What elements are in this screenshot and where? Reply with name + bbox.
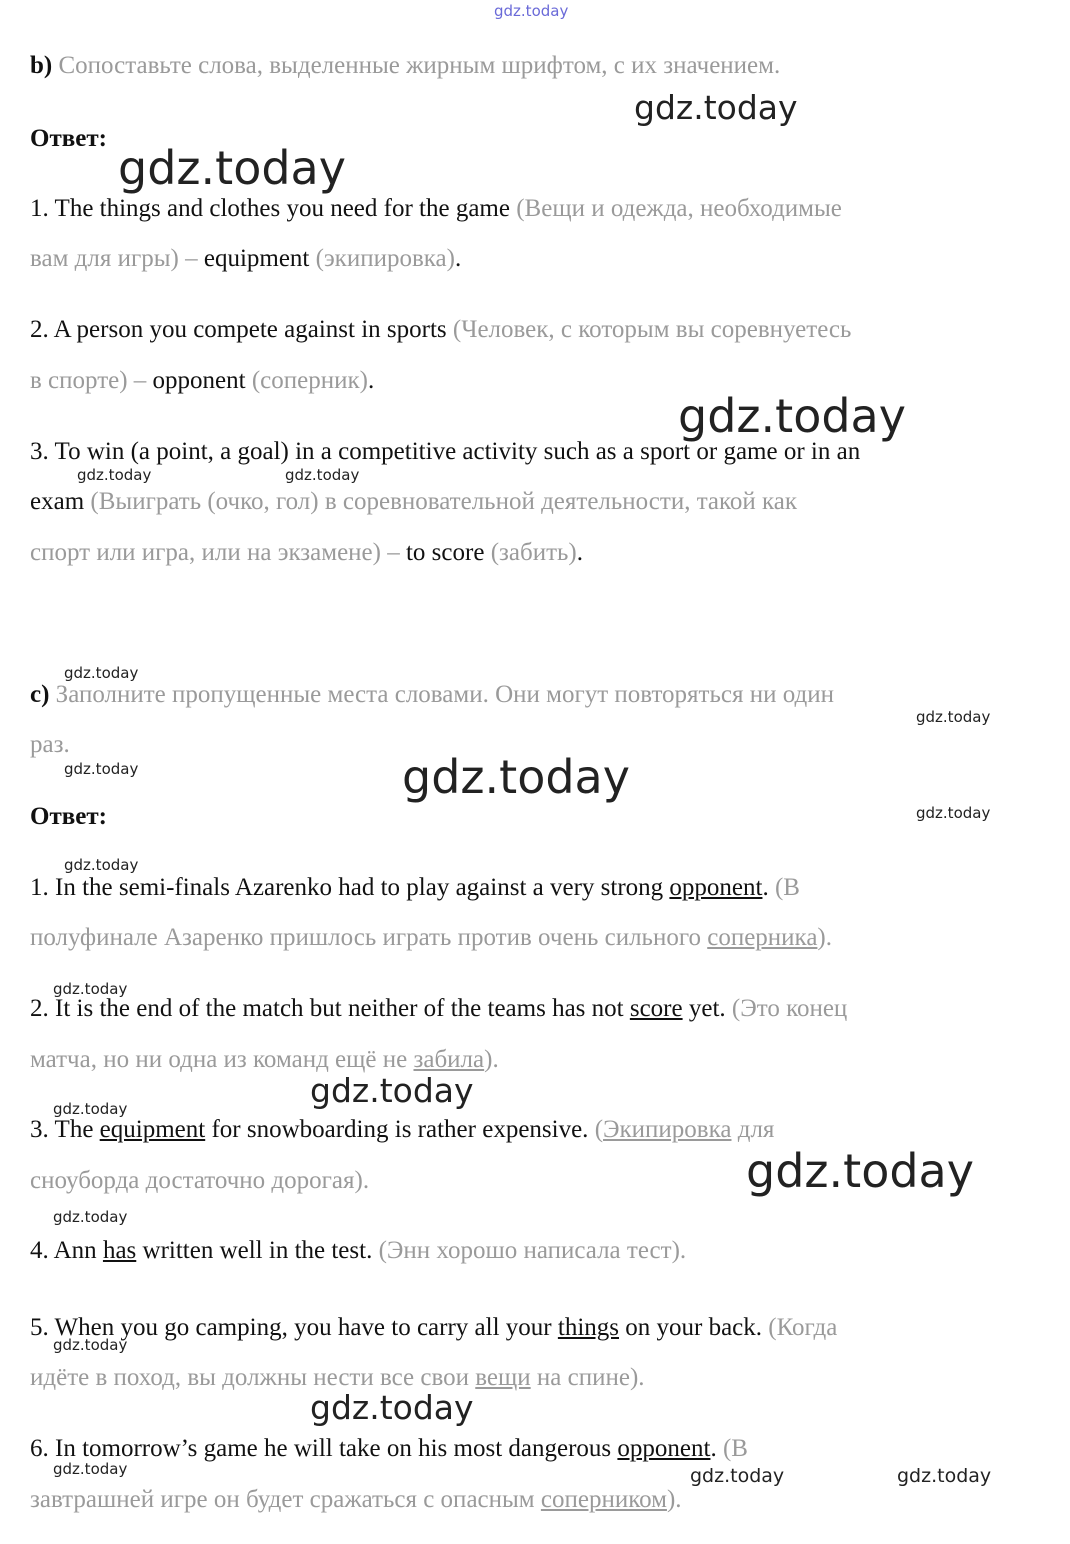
translation-text: полуфинале Азаренко пришлось играть против очень сильного [30, 924, 701, 951]
translation-text: (Вещи и одежда, необходимые [516, 195, 842, 222]
answer-word: equipment [99, 1116, 206, 1143]
answer-word: score [629, 995, 683, 1022]
watermark: gdz.today [310, 1071, 474, 1110]
task-b [30, 52, 780, 80]
watermark: gdz.today [53, 1208, 128, 1226]
watermark: gdz.today [402, 750, 630, 804]
watermark: gdz.today [634, 88, 798, 127]
translation-text: матча, но ни одна из команд ещё не [30, 1046, 408, 1073]
translation-word: вещи [475, 1364, 531, 1391]
translation-text: (В [722, 1435, 748, 1462]
answer-line [30, 924, 832, 952]
answer-line [30, 1435, 748, 1463]
watermark: gdz.today [64, 664, 139, 682]
punct: . [454, 245, 462, 272]
watermark: gdz.today [494, 2, 569, 20]
answer-text: 2. A person you compete against in sports [30, 316, 447, 343]
answer-text: exam [30, 488, 85, 515]
answer-text: 1. In the semi-finals Azarenko had to play against a very strong [30, 874, 664, 901]
watermark: gdz.today [118, 141, 346, 195]
watermark: gdz.today [64, 760, 139, 778]
answer-word: to score [405, 539, 485, 566]
watermark: gdz.today [64, 856, 139, 874]
answer-line [30, 1237, 686, 1265]
watermark: gdz.today [746, 1144, 974, 1198]
answer-text: on your back. [625, 1314, 763, 1341]
translation-text: ). [484, 1046, 499, 1073]
answer-word: opponent [669, 874, 763, 901]
answer-line [30, 995, 847, 1023]
punct: . [367, 367, 375, 394]
answer-text: . [710, 1435, 717, 1462]
answer-text: 6. In tomorrow’s game he will take on his most dangerous [30, 1435, 612, 1462]
translation-text: ( [594, 1116, 604, 1143]
translation-text: (Когда [768, 1314, 838, 1341]
answer-word: has [102, 1237, 137, 1264]
answer-text: 2. It is the end of the match but neither of the teams has not [30, 995, 624, 1022]
translation-word: Экипировка [603, 1116, 732, 1143]
answer-line [30, 367, 374, 395]
watermark: gdz.today [916, 708, 991, 726]
translation-text: (соперник) [251, 367, 368, 394]
translation-text: (В [774, 874, 800, 901]
answer-word: things [557, 1314, 619, 1341]
answer-text: 5. When you go camping, you have to carry all your [30, 1314, 552, 1341]
task-c-cont [30, 731, 70, 759]
answer-text: yet. [688, 995, 726, 1022]
answer-line [30, 1167, 369, 1195]
answer-line [30, 539, 583, 567]
translation-text: на спине). [536, 1364, 645, 1391]
task-text: Сопоставьте слова, выделенные жирным шрифтом, с их значением. [58, 52, 781, 79]
translation-word: соперником [540, 1486, 667, 1513]
task-letter: c) [30, 681, 50, 708]
translation-text: ). [666, 1486, 682, 1513]
answer-line [30, 316, 851, 344]
answer-label: Ответ: [30, 803, 107, 830]
translation-text: (Человек, с которым вы соревнуетесь [452, 316, 852, 343]
translation-text: (Выиграть (очко, гол) в соревновательной деятельности, такой как [90, 488, 798, 515]
translation-word: забила [413, 1046, 485, 1073]
answer-line [30, 1116, 774, 1144]
watermark: gdz.today [53, 1460, 128, 1478]
translation-text: (Энн хорошо написала тест). [378, 1237, 687, 1264]
translation-text: идёте в поход, вы должны нести все свои [30, 1364, 470, 1391]
answer-line [30, 245, 461, 273]
answer-word: opponent [152, 367, 246, 394]
translation-text: для [737, 1116, 775, 1143]
translation-text: ). [817, 924, 832, 951]
answer-line [30, 195, 842, 223]
task-text: Заполните пропущенные места словами. Они могут повторяться ни один [55, 681, 834, 708]
translation-text: (экипировка) [315, 245, 455, 272]
answer-line [30, 874, 800, 902]
answer-word: opponent [617, 1435, 711, 1462]
translation-text: (забить) [490, 539, 577, 566]
translation-text: вам для игры) – [30, 245, 198, 272]
answer-line [30, 488, 797, 516]
translation-text: завтрашней игре он будет сражаться с опасным [30, 1486, 535, 1513]
watermark: gdz.today [897, 1465, 992, 1487]
watermark: gdz.today [310, 1388, 474, 1427]
translation-text: спорт или игра, или на экзамене) – [30, 539, 400, 566]
watermark: gdz.today [916, 804, 991, 822]
answer-line [30, 1486, 682, 1514]
translation-text: в спорте) – [30, 367, 147, 394]
answer-line [30, 438, 860, 466]
task-c [30, 681, 834, 709]
answer-text: 4. Ann [30, 1237, 97, 1264]
answer-text: 1. The things and clothes you need for the game [30, 195, 510, 222]
punct: . [576, 539, 583, 566]
answer-text: written well in the test. [142, 1237, 373, 1264]
answer-line [30, 1314, 837, 1342]
answer-text: . [762, 874, 769, 901]
watermark: gdz.today [53, 980, 128, 998]
answer-line [30, 1046, 499, 1074]
answer-text: for snowboarding is rather expensive. [211, 1116, 589, 1143]
answer-text: 3. The [30, 1116, 94, 1143]
translation-text: сноуборда достаточно дорогая). [30, 1167, 370, 1194]
answer-word: equipment [203, 245, 310, 272]
answer-label: Ответ: [30, 125, 107, 152]
translation-text: (Это конец [731, 995, 848, 1022]
watermark: gdz.today [690, 1465, 785, 1487]
watermark: gdz.today [285, 466, 360, 484]
answer-text: 3. To win (a point, a goal) in a competitive activity such as a sport or game or in an [30, 438, 861, 465]
watermark: gdz.today [53, 1100, 128, 1118]
task-text: раз. [30, 731, 70, 758]
watermark: gdz.today [77, 466, 152, 484]
watermark: gdz.today [53, 1336, 128, 1354]
translation-word: соперника [707, 924, 818, 951]
task-letter: b) [30, 52, 53, 79]
watermark: gdz.today [678, 389, 906, 443]
